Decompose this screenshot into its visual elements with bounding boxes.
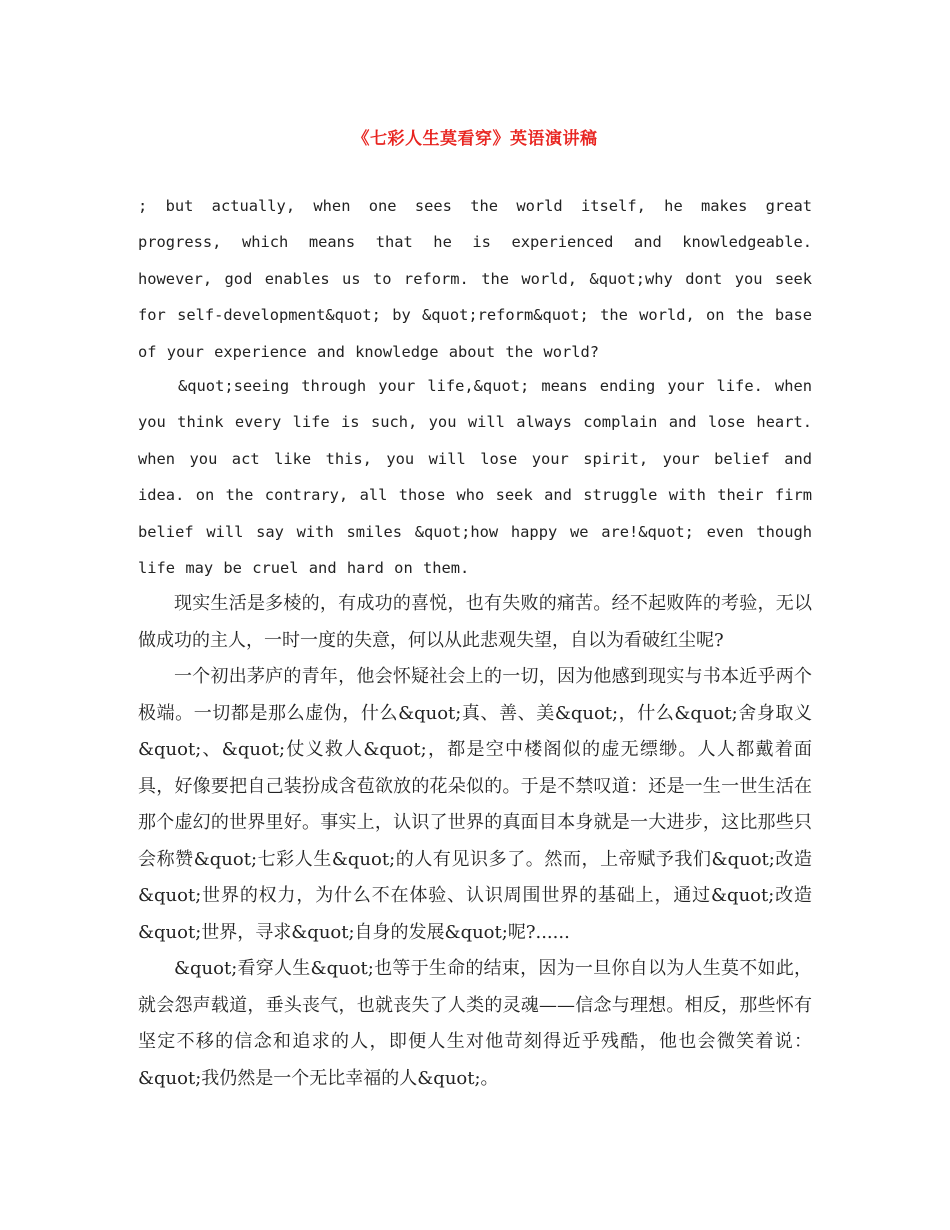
paragraph-chinese-1: 现实生活是多棱的，有成功的喜悦，也有失败的痛苦。经不起败阵的考验，无以做成功的主人，一时一度的失意，何以从此悲观失望，自以为看破红尘呢? xyxy=(138,593,812,651)
paragraph-english-1: ; but actually, when one sees the world itself, he makes great progress, which means that he is experienced and knowledgeable. however, god enables us to reform. the world, &quot;why dont you seek for self-development&quot; by &quot;reform&quot; the world, on the base of your experience and knowledge about the world? xyxy=(138,197,812,361)
document-title: 《七彩人生莫看穿》英语演讲稿 xyxy=(352,129,598,149)
paragraph-english-2: &quot;seeing through your life,&quot; means ending your life. when you think every life is such, you will always complain and lose heart. when you act like this, you will lose your spirit, your belief and idea. on the contrary, all those who seek and struggle with their firm belief will say with smiles &quot;how happy we are!&quot; even though life may be cruel and hard on them. xyxy=(138,377,812,578)
paragraph-chinese-3: &quot;看穿人生&quot;也等于生命的结束，因为一旦你自以为人生莫不如此，就会怨声载道，垂头丧气，也就丧失了人类的灵魂——信念与理想。相反，那些怀有坚定不移的信念和追求的人，即便人生对他苛刻得近乎残酷，他也会微笑着说：&quot;我仍然是一个无比幸福的人&quot;。 xyxy=(138,958,812,1089)
paragraph-chinese-2: 一个初出茅庐的青年，他会怀疑社会上的一切，因为他感到现实与书本近乎两个极端。一切都是那么虚伪，什么&quot;真、善、美&quot;，什么&quot;舍身取义&quot;、&quot;仗义救人&quot;，都是空中楼阁似的虚无缥缈。人人都戴着面具，好像要把自己装扮成含苞欲放的花朵似的。于是不禁叹道：还是一生一世生活在那个虚幻的世界里好。事实上，认识了世界的真面目本身就是一大进步，这比那些只会称赞&quot;七彩人生&quot;的人有见识多了。然而，上帝赋予我们&quot;改造&quot;世界的权力，为什么不在体验、认识周围世界的基础上，通过&quot;改造&quot;世界，寻求&quot;自身的发展&quot;呢?...... xyxy=(138,666,812,943)
document-body xyxy=(138,188,812,1097)
